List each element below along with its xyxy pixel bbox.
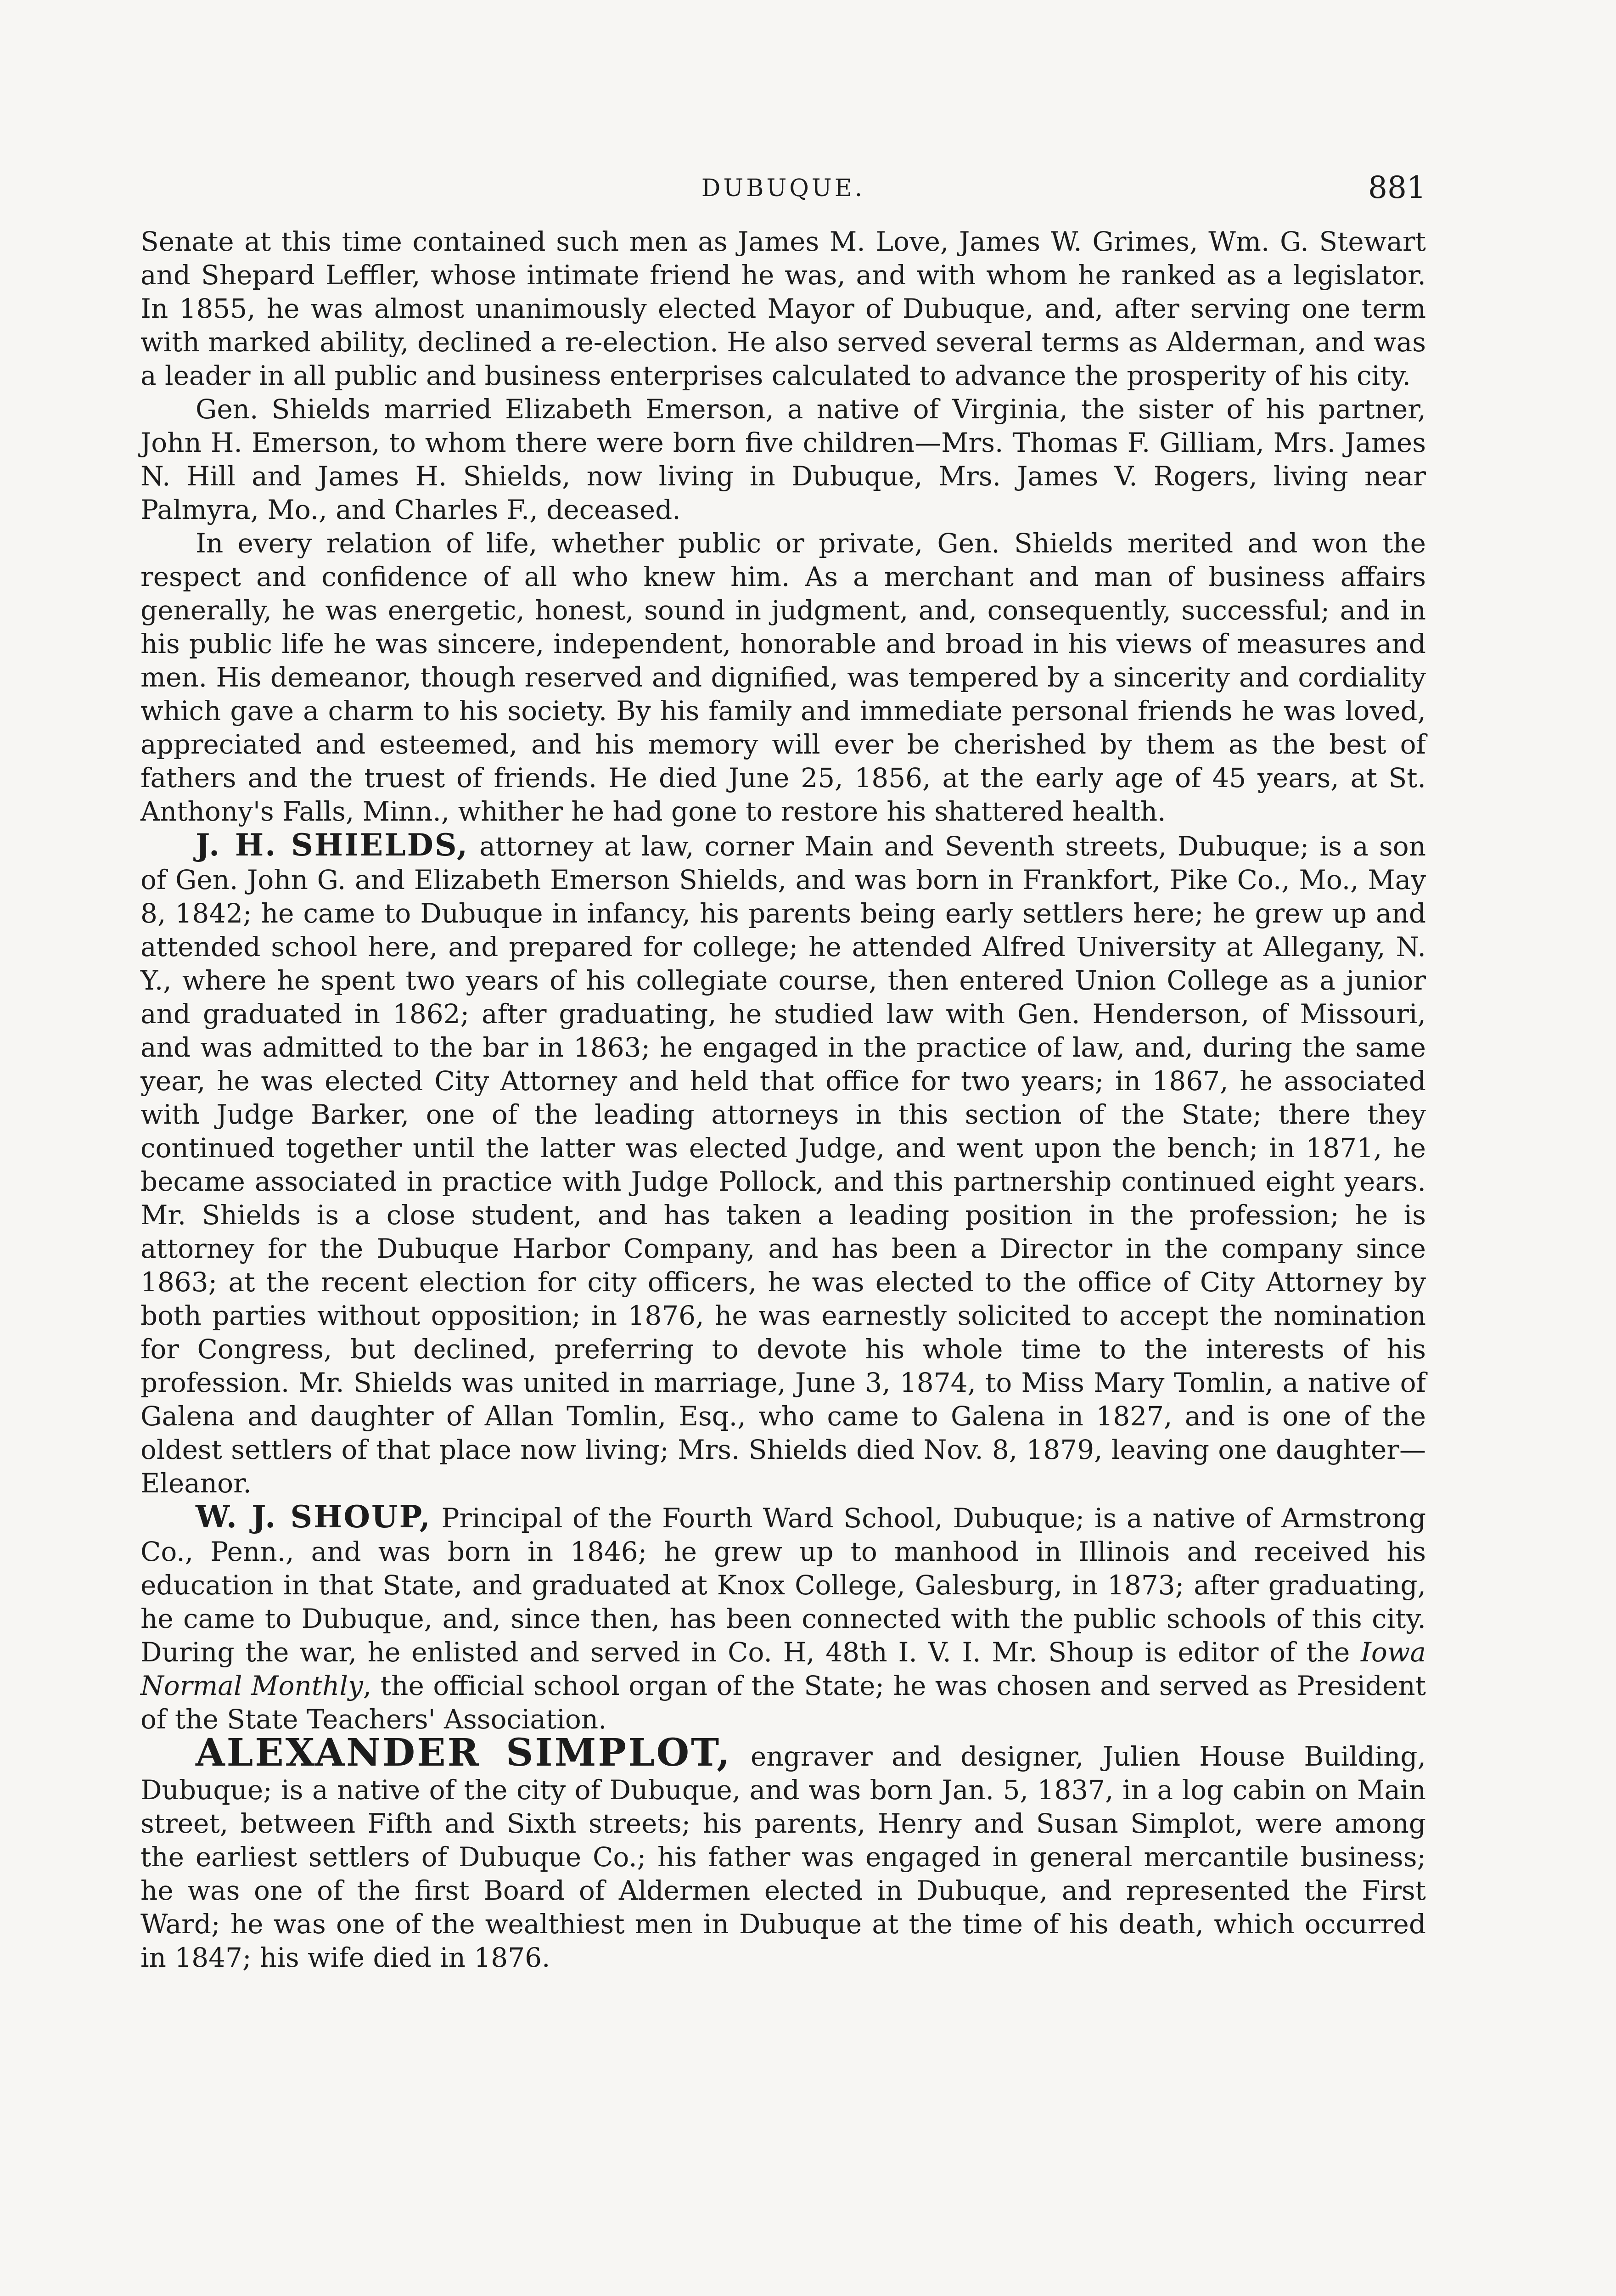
journal-title: Iowa Normal Monthly [140,1637,1426,1701]
paragraph-marriage: Gen. Shields married Elizabeth Emerson, a native of Virginia, the sister of his partner, John H. Emerson, to whom there were born five children—Mrs. Thomas F. Gilliam, Mrs. James N. Hill and James H. Shields, now living in Dubuque, Mrs. James V. Rogers, living near Palmyra, Mo., and Charles F., deceased. [140,394,1426,525]
bio-simplot [140,1731,1426,1975]
bio-text-shoup-b: , the official school organ of the State; he was chosen and served as President of the State Teachers' Association. [140,1670,1426,1735]
bio-text-simplot: engraver and designer, Julien House Building, Dubuque; is a native of the city of Dubuque, and was born Jan. 5, 1837, in a log cabin on Main street, between Fifth and Sixth streets; his parents, Henry and Susan Simplot, were among the earliest settlers of Dubuque Co.; his father was engaged in general mercantile business; he was one of the first Board of Aldermen elected in Dubuque, and represented the First Ward; he was one of the wealthiest men in Dubuque at the time of his death, which occurred in 1847; his wife died in 1876. [140,1741,1426,1973]
page-number: 881 [1368,170,1426,205]
book-page [140,170,1426,2296]
bio-shoup [140,1500,1426,1736]
bio-name-simplot: ALEXANDER SIMPLOT, [196,1731,732,1775]
bio-text-shoup-a: Principal of the Fourth Ward School, Dubuque; is a native of Armstrong Co., Penn., and was born in 1846; he grew up to manhood in Illinois and received his education in that State, and graduated at Knox College, Galesburg, in 1873; after graduating, he came to Dubuque, and, since then, has been connected with the public schools of this city. During the war, he enlisted and served in Co. H, 48th I. V. I. Mr. Shoup is editor of the [140,1503,1426,1668]
running-head [140,170,1426,225]
bio-name-shoup: W. J. SHOUP, [196,1499,432,1535]
body-text [140,225,1426,1975]
bio-shields [140,828,1426,1500]
bio-text-shields: attorney at law, corner Main and Seventh streets, Dubuque; is a son of Gen. John G. and Elizabeth Emerson Shields, and was born in Frankfort, Pike Co., Mo., May 8, 1842; he came to Dubuque in infancy, his parents being early settlers here; he grew up and attended school here, and prepared for college; he attended Alfred University at Allegany, N. Y., where he spent two years of his collegiate course, then entered Union College as a junior and graduated in 1862; after graduating, he studied law with Gen. Henderson, of Missouri, and was admitted to the bar in 1863; he engaged in the practice of law, and, during the same year, he was elected City Attorney and held that office for two years; in 1867, he associated with Judge Barker, one of the leading attorneys in this section of the State; there they continued together until the latter was elected Judge, and went upon the bench; in 1871, he became associated in practice with Judge Pollock, and this partnership continued eight years. Mr. Shields is a close student, and has taken a leading position in the profession; he is attorney for the Dubuque Harbor Company, and has been a Director in the company since 1863; at the recent election for city officers, he was elected to the office of City Attorney by both parties without opposition; in 1876, he was earnestly solicited to accept the nomination for Congress, but declined, preferring to devote his whole time to the interests of his profession. Mr. Shields was united in marriage, June 3, 1874, to Miss Mary Tomlin, a native of Galena and daughter of Allan Tomlin, Esq., who came to Galena in 1827, and is one of the oldest settlers of that place now living; Mrs. Shields died Nov. 8, 1879, leaving one daughter—Eleanor. [140,831,1426,1499]
paragraph-character: In every relation of life, whether public or private, Gen. Shields merited and won the respect and confidence of all who knew him. As a merchant and man of business affairs generally, he was energetic, honest, sound in judgment, and, consequently, successful; and in his public life he was sincere, independent, honorable and broad in his views of measures and men. His demeanor, though reserved and dignified, was tempered by a sincerity and cordiality which gave a charm to his society. By his family and immediate personal friends he was loved, appreciated and esteemed, and his memory will ever be cherished by them as the best of fathers and the truest of friends. He died June 25, 1856, at the early age of 45 years, at St. Anthony's Falls, Minn., whither he had gone to restore his shattered health. [140,528,1426,827]
bio-name-shields: J. H. SHIELDS, [196,827,469,863]
running-title: DUBUQUE. [701,174,865,202]
paragraph-senate: Senate at this time contained such men as James M. Love, James W. Grimes, Wm. G. Stewart and Shepard Leffler, whose intimate friend he was, and with whom he ranked as a legislator. In 1855, he was almost unanimously elected Mayor of Dubuque, and, after serving one term with marked ability, declined a re-election. He also served several terms as Alderman, and was a leader in all public and business enterprises calculated to advance the prosperity of his city. [140,226,1426,391]
